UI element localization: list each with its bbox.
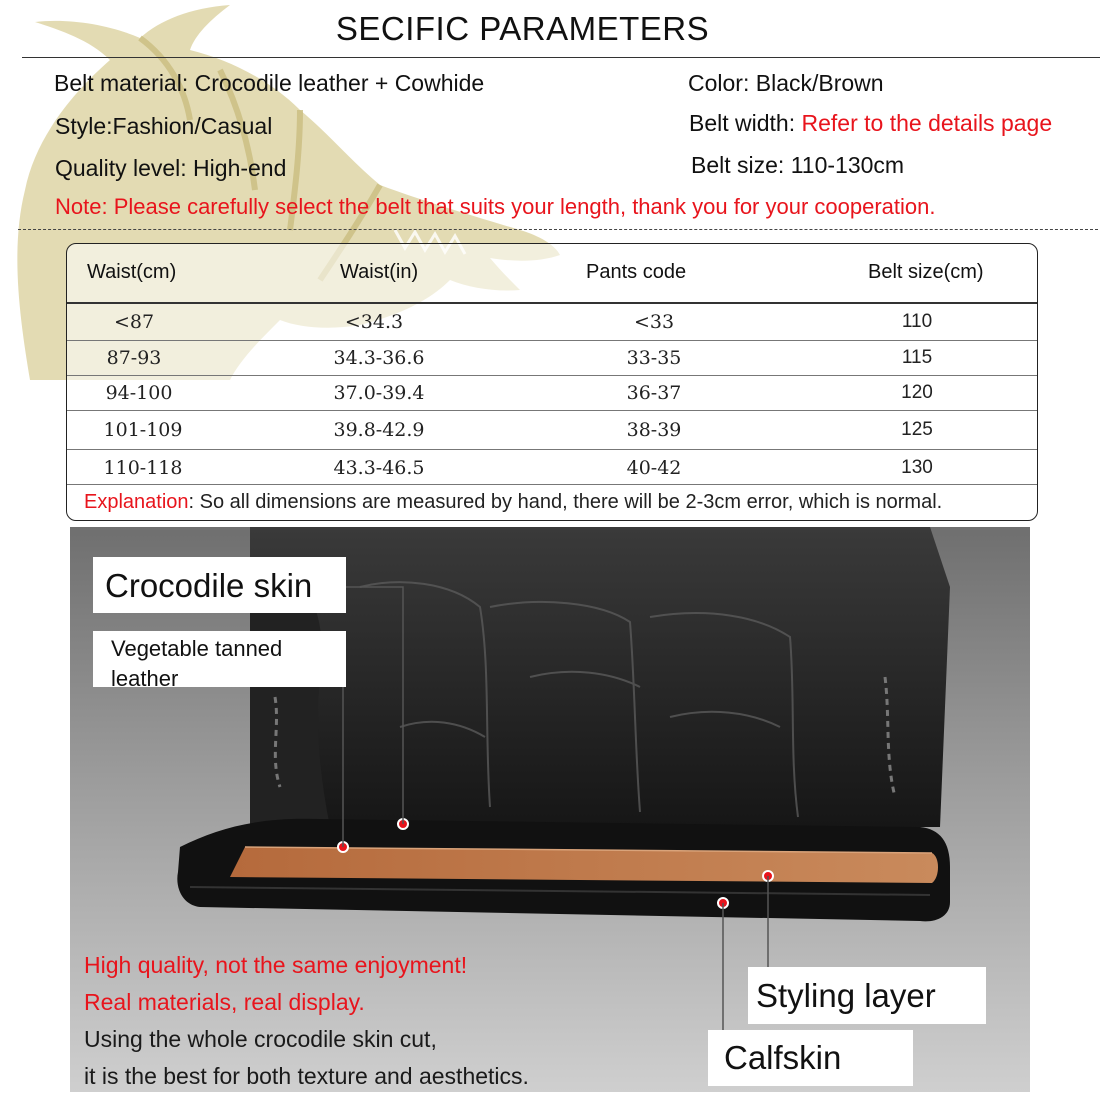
caption-2: it is the best for both texture and aesthetics. [84, 1063, 529, 1089]
cell-pants-code: <33 [633, 311, 675, 333]
header-pants-code: Pants code [586, 261, 687, 283]
spec-material: Belt material: Crocodile leather + Cowhide [54, 70, 485, 96]
cell-belt-size: 110 [901, 311, 933, 332]
explanation-text: : So all dimensions are measured by hand, there will be 2-3cm error, which is normal. [188, 491, 943, 513]
cell-waist-in: <34.3 [344, 311, 404, 333]
spec-color: Color: Black/Brown [688, 70, 884, 96]
label-vegetable-tanned [93, 631, 346, 691]
cell-pants-code: 38-39 [626, 419, 682, 441]
caption-red-2: Real materials, real display. [84, 989, 365, 1015]
row-divider [67, 375, 1037, 376]
label-crocodile-skin [93, 557, 346, 613]
row-divider [67, 410, 1037, 411]
label-styling-layer [748, 967, 986, 1024]
cell-waist-in: 43.3-46.5 [333, 457, 425, 479]
explanation-label: Explanation [84, 491, 189, 513]
belt-cross-section-photo [70, 527, 1030, 1092]
cell-belt-size: 125 [901, 419, 933, 440]
cell-pants-code: 40-42 [626, 457, 682, 479]
title-divider [22, 57, 1100, 58]
cell-belt-size: 115 [901, 347, 933, 368]
cell-belt-size: 120 [901, 382, 933, 403]
row-divider [67, 484, 1037, 485]
label-vegetable-line2: leather [111, 666, 179, 691]
cell-waist-cm: 110-118 [103, 457, 183, 479]
cell-waist-in: 34.3-36.6 [333, 347, 425, 369]
spec-width-value: Refer to the details page [801, 110, 1053, 136]
cell-waist-cm: 94-100 [105, 382, 173, 404]
spec-quality: Quality level: High-end [55, 155, 287, 181]
caption-red-1: High quality, not the same enjoyment! [84, 952, 468, 978]
header-divider [67, 302, 1037, 304]
cell-waist-in: 39.8-42.9 [333, 419, 425, 441]
header-waist-cm: Waist(cm) [87, 261, 177, 283]
label-calfskin-text: Calfskin [724, 1039, 842, 1076]
caption-1: Using the whole crocodile skin cut, [84, 1026, 437, 1052]
dashed-divider [18, 229, 1098, 230]
cell-belt-size: 130 [901, 457, 933, 478]
cell-waist-cm: <87 [113, 311, 155, 333]
cell-waist-in: 37.0-39.4 [333, 382, 425, 404]
spec-size: Belt size: 110-130cm [691, 152, 905, 178]
header-waist-in: Waist(in) [340, 261, 419, 283]
label-styling-layer-text: Styling layer [756, 977, 936, 1014]
header-belt-size: Belt size(cm) [868, 261, 984, 283]
note-text: Note: Please carefully select the belt that suits your length, thank you for your cooperation. [55, 194, 936, 219]
cell-waist-cm: 101-109 [103, 419, 183, 441]
cell-pants-code: 36-37 [626, 382, 682, 404]
row-divider [67, 340, 1037, 341]
explanation-note [84, 491, 942, 514]
row-divider [67, 449, 1037, 450]
label-calfskin [708, 1030, 913, 1086]
spec-width-label: Belt width: [689, 110, 796, 136]
size-table [66, 243, 1038, 521]
cell-pants-code: 33-35 [626, 347, 682, 369]
cell-waist-cm: 87-93 [106, 347, 162, 369]
label-crocodile-skin-text: Crocodile skin [105, 567, 313, 604]
label-vegetable-line1: Vegetable tanned [111, 636, 283, 661]
spec-style: Style:Fashion/Casual [55, 113, 273, 139]
page-title: SECIFIC PARAMETERS [335, 10, 710, 47]
spec-width [689, 110, 1052, 137]
